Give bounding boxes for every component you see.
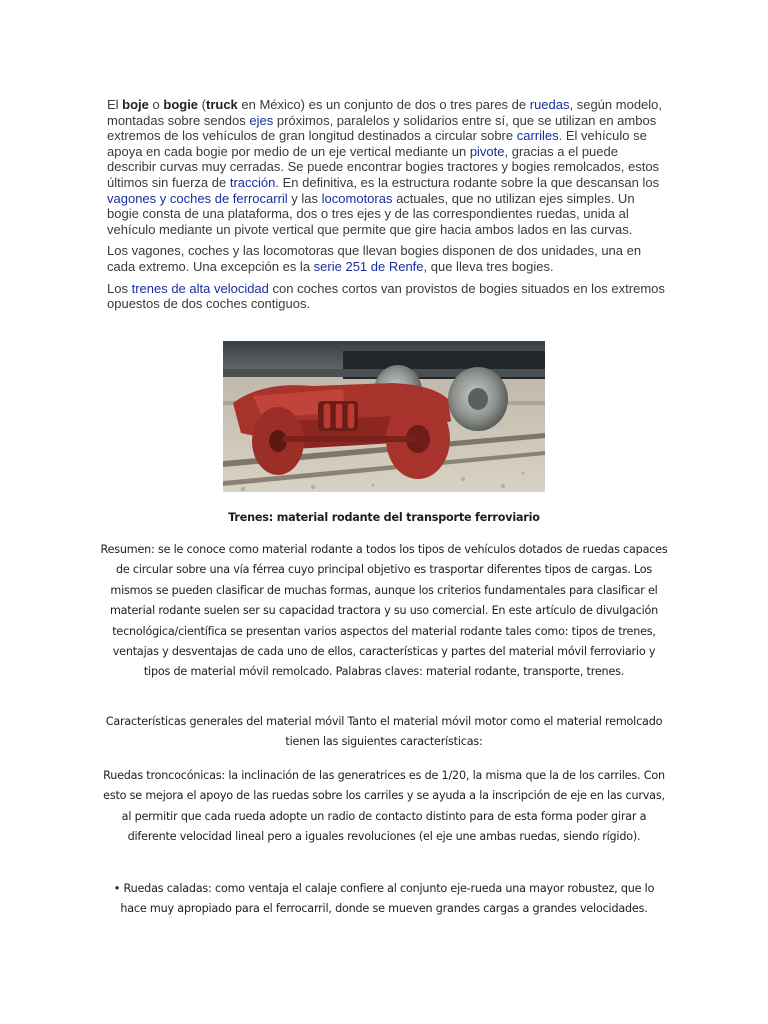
text-run: y las [287, 190, 322, 206]
wiki-link[interactable]: coches de ferrocarril [169, 190, 288, 206]
text-run: El [107, 97, 123, 112]
text-run: . El vehículo se apoya en cada bogie por medio de un eje vertical mediante un [107, 128, 647, 159]
text-run: actuales, que no utilizan ejes simples. Un bogie consta de una plataforma, dos o tres ejes y de las correspondientes ruedas, unida al vehículo mediante un pivote vertical que permite que gire hacia ambos lados en las curvas. [107, 190, 635, 237]
intro-paragraph-1 [107, 97, 667, 237]
text-run: con coches cortos van provistos de bogies situados en los extremos opuestos de dos coches contiguos. [107, 280, 665, 312]
wiki-link[interactable]: carriles [516, 128, 559, 144]
text-run: , que lleva tres bogies. [423, 258, 554, 274]
bold-term: boje [122, 97, 149, 112]
text-run: en México) es un conjunto de dos o tres pares de [237, 97, 530, 112]
text-run: Los vagones, coches y las locomotoras que llevan bogies disponen de dos unidades, una en cada extremo. Una excepción es la [107, 243, 642, 274]
train-bogie-photo-icon [223, 341, 545, 492]
ruedas-caladas-paragraph: • Ruedas caladas: como ventaja el calaje confiere al conjunto eje-rueda una mayor robustez, que lo hace muy apropiado para el ferrocarril, donde se mueven grandes cargas a grandes velocidades. [113, 882, 655, 916]
text-run: , gracias a el puede describir curvas muy cerradas. Se puede encontrar bogies tractores y bogies remolcados, estos últimos sin fuerza de [107, 143, 660, 190]
wiki-link[interactable]: locomotoras [321, 190, 393, 206]
features-heading: Características generales del material móvil Tanto el material móvil motor como el material remolcado tienen las siguientes características: [105, 715, 663, 749]
text-run: próximos, paralelos y solidarios entre sí, que se utilizan en ambos extremos de los vehículos de gran longitud destinados a circular sobre [107, 112, 657, 144]
wiki-link[interactable]: tracción [229, 174, 276, 190]
article-abstract: Resumen: se le conoce como material rodante a todos los tipos de vehículos dotados de ruedas capaces de circular sobre una vía férrea cuyo principal objetivo es trasportar diferentes tipos de cargas. Los mismos se pueden clasificar de muchas formas, aunque los criterios fundamentales para clasificar el material rodante suelen ser su capacidad tractora y su uso comercial. En este artículo de divulgación tecnológica/científica se presentan varios aspectos del material rodante tales como: tipos de trenes, ventajas y desventajas de cada uno de ellos, características y partes del material móvil ferroviario y tipos de material móvil remolcado. Palabras claves: material rodante, transporte, trenes. [100, 543, 668, 679]
wiki-link[interactable]: y [159, 190, 167, 206]
wiki-link[interactable]: pivote [469, 143, 505, 159]
text-run: o [148, 97, 164, 112]
wiki-link[interactable]: trenes de alta velocidad [131, 280, 269, 296]
article-title: Trenes: material rodante del transporte ferroviario [228, 511, 540, 524]
bogie-photo [223, 341, 545, 492]
wiki-link[interactable]: vagones [107, 190, 157, 206]
text-run: Los [107, 280, 132, 296]
ruedas-troncoconicas-paragraph: Ruedas troncocónicas: la inclinación de las generatrices es de 1/20, la misma que la de los carriles. Con esto se mejora el apoyo de las ruedas sobre los carriles y se ayuda a la inscripción de eje en las curvas, al permitir que cada rueda adopte un radio de contacto distinto para de esta forma poder girar a diferente velocidad lineal pero a iguales revoluciones (el eje une ambas ruedas, siendo rígido). [103, 769, 665, 844]
wiki-link[interactable]: serie 251 de Renfe [313, 258, 424, 274]
text-run: ( [198, 97, 206, 112]
intro-paragraph-3 [107, 281, 667, 312]
bold-term: truck [206, 97, 238, 112]
bold-term: bogie [163, 97, 199, 112]
wiki-intro [107, 97, 667, 318]
intro-paragraph-2 [107, 243, 667, 274]
wiki-link[interactable]: ruedas [529, 97, 570, 112]
wiki-link[interactable]: ejes [249, 112, 274, 128]
text-run: , según modelo, montadas sobre sendos [107, 97, 663, 128]
text-run: . En definitiva, es la estructura rodante sobre la que descansan los [275, 174, 660, 190]
